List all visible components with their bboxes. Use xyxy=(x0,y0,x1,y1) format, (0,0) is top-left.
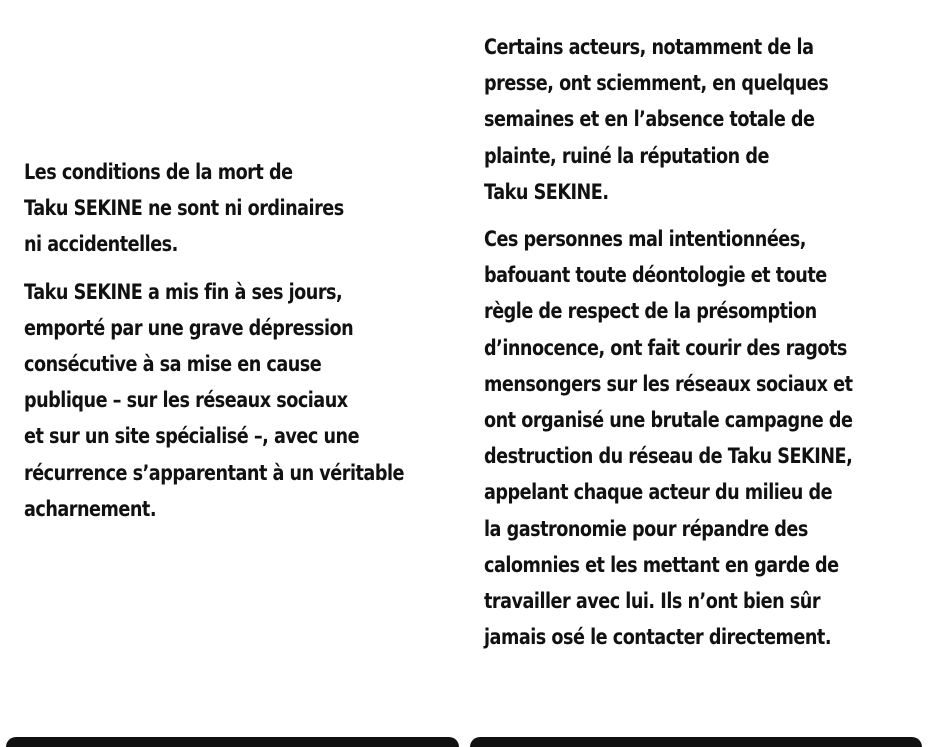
right-text-block xyxy=(484,29,853,655)
left-paragraph-1 xyxy=(24,154,404,263)
text-line: ont organisé une brutale campagne de xyxy=(484,408,853,433)
text-line: publique – sur les réseaux sociaux xyxy=(24,388,348,413)
text-line: plainte, ruiné la réputation de xyxy=(484,143,769,168)
text-line: règle de respect de la présomption xyxy=(484,299,817,324)
right-bottom-bar xyxy=(470,737,922,747)
text-line: Taku SEKINE ne sont ni ordinaires xyxy=(24,196,344,221)
text-line: récurrence s’apparentant à un véritable xyxy=(24,460,404,485)
left-panel xyxy=(0,0,463,747)
text-line: appelant chaque acteur du milieu de xyxy=(484,480,833,505)
text-line: la gastronomie pour répandre des xyxy=(484,516,808,541)
text-line: ni accidentelles. xyxy=(24,232,178,257)
left-text-block xyxy=(24,154,404,527)
left-paragraph-2 xyxy=(24,274,404,527)
text-line: Certains acteurs, notamment de la xyxy=(484,35,814,59)
text-line: Taku SEKINE. xyxy=(484,179,609,204)
text-line: destruction du réseau de Taku SEKINE, xyxy=(484,444,853,469)
text-line: calomnies et les mettant en garde de xyxy=(484,552,839,577)
text-line: d’innocence, ont fait courir des ragots xyxy=(484,335,847,360)
right-panel xyxy=(467,0,930,747)
right-paragraph-2 xyxy=(484,221,853,655)
text-line: bafouant toute déontologie et toute xyxy=(484,263,827,288)
text-line: acharnement. xyxy=(24,496,157,521)
text-line: Les conditions de la mort de xyxy=(24,160,293,184)
text-line: consécutive à sa mise en cause xyxy=(24,352,322,377)
right-paragraph-1 xyxy=(484,29,853,210)
text-line: mensongers sur les réseaux sociaux et xyxy=(484,371,853,396)
left-bottom-bar xyxy=(6,737,459,747)
text-line: jamais osé le contacter directement. xyxy=(484,625,832,650)
text-line: semaines et en l’absence totale de xyxy=(484,107,815,132)
text-line: emporté par une grave dépression xyxy=(24,315,354,340)
text-line: Ces personnes mal intentionnées, xyxy=(484,227,806,252)
text-line: Taku SEKINE a mis fin à ses jours, xyxy=(24,279,343,304)
text-line: presse, ont sciemment, en quelques xyxy=(484,71,829,96)
text-line: travailler avec lui. Ils n’ont bien sûr xyxy=(484,589,821,614)
text-line: et sur un site spécialisé –, avec une xyxy=(24,424,360,449)
